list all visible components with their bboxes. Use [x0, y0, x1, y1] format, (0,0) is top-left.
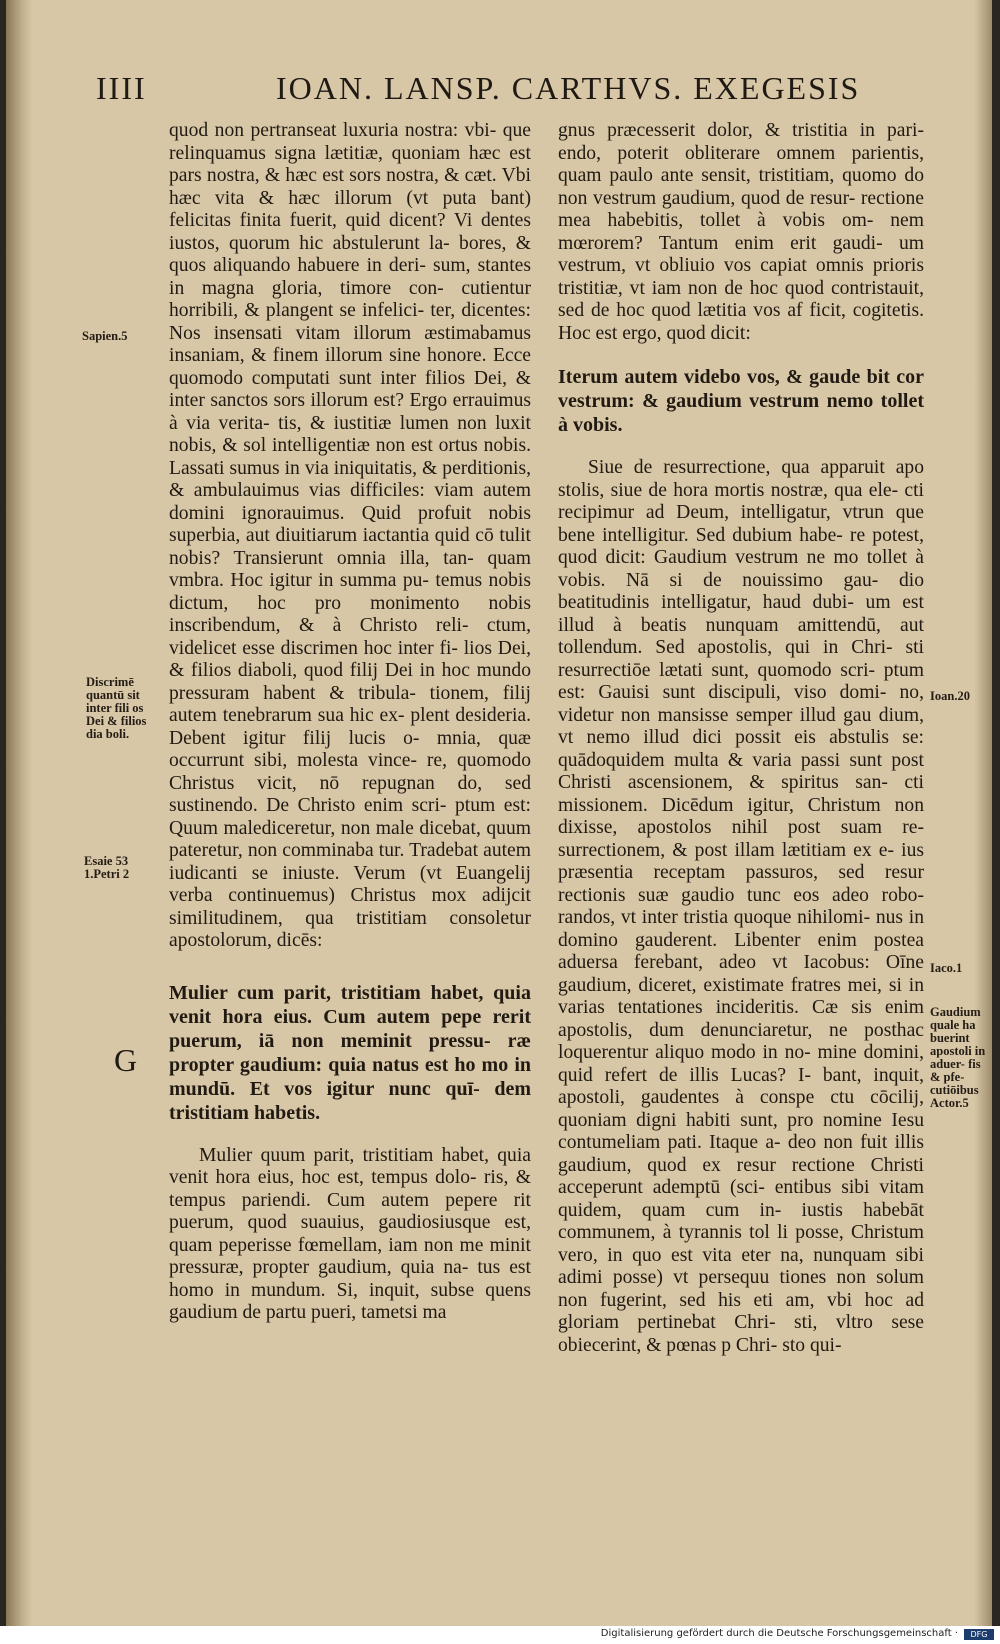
page-gutter: [6, 0, 32, 1626]
page-number: IIII: [96, 70, 147, 106]
margin-note-ioan: Ioan.20: [930, 689, 970, 703]
right-paragraph-3: Siue de resurrectione, qua apparuit apo stolis, siue de hora mortis nostræ, qua ele- cti recipimur ad Deum, intelligatur, vtrun que bene intelligitur. Sed dubium habe- re potest, quod dicit: Gaudium vestrum ne mo tollet à vobis. Nā si de nouissimo gau- dio beatitudinis intelligatur, haud dubi- um est illud à beatis nunquam amittendū, aut tollendum. Sed apostolis, qui in Chri- sti resurrectiōe lætati sunt, quomodo scri- ptum est: Gauisi sunt discipuli, viso domi- no, videtur non mansisse semper illud gau dium, vt nemo illud dici possit eis abstulis se: quādoquidem multa & varia passi sunt post Christi ascensionem, & spiritus san- cti missionem. Dicēdum igitur, Christum non dixisse, apostolos nihil post suam re- surrectionem, & post illam lætitiam ex e- ius præsentia receptam passuros, sed resur rectionis suæ gaudio tunc eos adeo robo- randos, vt inter tristia quoque nihilomi- nus in domino gauderent. Libenter enim postea aduersa ferebant, adeo vt Iacobus: Oīne gaudium, diceret, existimate fratres mei, si in varias tentationes incideritis. Cæ sis enim apostolis, dum denunciaretur, ne posthac loquerentur aliquo modo in no- mine domini, quid refert de illis Lucas? I- bant, inquit, apostoli, gaudentes à conspe ctu cōcilij, quoniam digni habiti sunt, pro nomine Iesu contumeliam pati. Itaque a- deo non fuit illis gaudium, quod ex resur rectione Christi acceperunt ademptū (sci- entibus sibi vitam quidem, quam cum in- iustis habebāt communem, à tyrannis tol li posse, Christum vero, in quo est vita eter na, nunquam sibi adimi posse) vt persequu tiones non solum non fugerint, sed his eti am, vbi hoc ad gloriam pertinebat Chri- sti, vltro sese obiecerint, & pœnas p Chri- sto qui-: [558, 457, 924, 1356]
right-column: [558, 120, 924, 1357]
initial-letter: G: [114, 1042, 138, 1078]
margin-note-sapien: Sapien.5: [82, 329, 128, 343]
right-scripture-quote: Iterum autem videbo vos, & gaude bit cor vestrum: & gaudium vestrum nemo tollet à vobis.: [558, 366, 924, 436]
margin-note-esaie: Esaie 53 1.Petri 2: [84, 854, 130, 881]
left-scripture-quote: Mulier cum parit, tristitiam habet, quia venit hora eius. Cum autem pepe rerit puerum, iā non meminit pressu- ræ propter gaudium: quia natus est ho mo in mundū. Et vos igitur nunc quī- dem tristitiam habetis.: [169, 981, 531, 1124]
digitization-footer: [0, 1626, 1000, 1644]
dfg-logo: DFG: [964, 1629, 994, 1640]
page-edge: [974, 0, 992, 1626]
running-title: IOAN. LANSP. CARTHVS. EXEGESIS: [276, 70, 861, 106]
right-paragraph-1: gnus præcesserit dolor, & tristitia in pari- endo, poterit obliterare omnem parientis, quam paulo ante sensit, tristitiam, quomo do non vestrum gaudium, quod de resur- rectione mea habebitis, tollet à vobis om- nem mœrorem? Tantum enim erit gaudi- um vestrum, vt obliuio vos capiat omnis prioris tristitiæ, vt iam non de hoc quod contristauit, sed de hoc quod lætitia vos af ficit, cogitetis. Hoc est ergo, quod dicit:: [558, 120, 924, 344]
page-header: [96, 70, 896, 110]
margin-note-gaudium: Gaudium quale ha buerint apostoli in aduer- fis & pfe- cutiōibus Actor.5: [930, 1005, 986, 1110]
funding-credit: Digitalisierung gefördert durch die Deutsche Forschungsgemeinschaft ·: [600, 1628, 958, 1639]
left-paragraph-1: quod non pertranseat luxuria nostra: vbi- que relinquamus signa lætitiæ, quoniam hæc est pars nostra, & hæc est sors nostra, & cæt. Vbi hæc vita & hæc illorum (vt puta bant) felicitas finita fuerit, quid dicent? Vi dentes iustos, quorum hic abstulerunt la- bores, & quos aliquando habuere in deri- sum, stantes in magna gloria, timore con- cutientur horribili, & plangent se infelici- ter, dicentes: Nos insensati vitam illorum æstimabamus insaniam, & finem illorum sine honore. Ecce quomodo computati sunt inter filios Dei, & inter sanctos sors illorum est? Ergo errauimus à via verita- tis, & iustitiæ lumen non luxit nobis, & sol intelligentiæ non est ortus nobis. Lassati sumus in via iniquitatis, & perditionis, & ambulauimus vias difficiles: viam autem domini ignorauimus. Quid profuit nobis superbia, aut diuitiarum iactantia quid cō tulit nobis? Transierunt omnia illa, tan- quam vmbra. Hoc igitur in summa pu- temus nobis dictum, hoc pro monimento nobis inscribendum, & à Christo reli- ctum, videlicet esse discrimen hoc inter fi- lios Dei, & filios diaboli, quod filij Dei in hoc mundo pressuram habent & tribula- tionem, filij autem tenebrarum sua hic ex- plent desideria. Debent igitur filij lucis o- mnia, quæ occurrunt sibi, molesta vince- re, quomodo Christus vicit, nō repugnan do, sed sustinendo. De Christo enim scri- ptum est: Quum malediceretur, non male dicebat, quum pateretur, non comminaba tur. Tradebat autem iudicanti se iniuste. Verum (vt Euangelij verba continuemus) Christus mox adijcit similitudinem, qua tristitiam consoletur apostolorum, dicēs:: [169, 120, 531, 951]
book-page: [6, 0, 992, 1626]
left-paragraph-3: Mulier quum parit, tristitiam habet, quia venit hora eius, hoc est, tempus dolo- ris, & tempus pariendi. Cum autem pepere rit puerum, quod suauius, gaudiosiusque est, quam peperisse fœmellam, iam non me minit pressuræ, propter gaudium, quia na- tus est homo in mundum. Si, inquit, subse quens gaudium de partu pueri, tametsi ma: [169, 1144, 531, 1323]
left-column: [169, 120, 531, 1325]
margin-note-iaco: Iaco.1: [930, 961, 963, 975]
margin-note-discrimen: Discrimē quantū sit inter fili os Dei & filios dia boli.: [86, 675, 147, 741]
